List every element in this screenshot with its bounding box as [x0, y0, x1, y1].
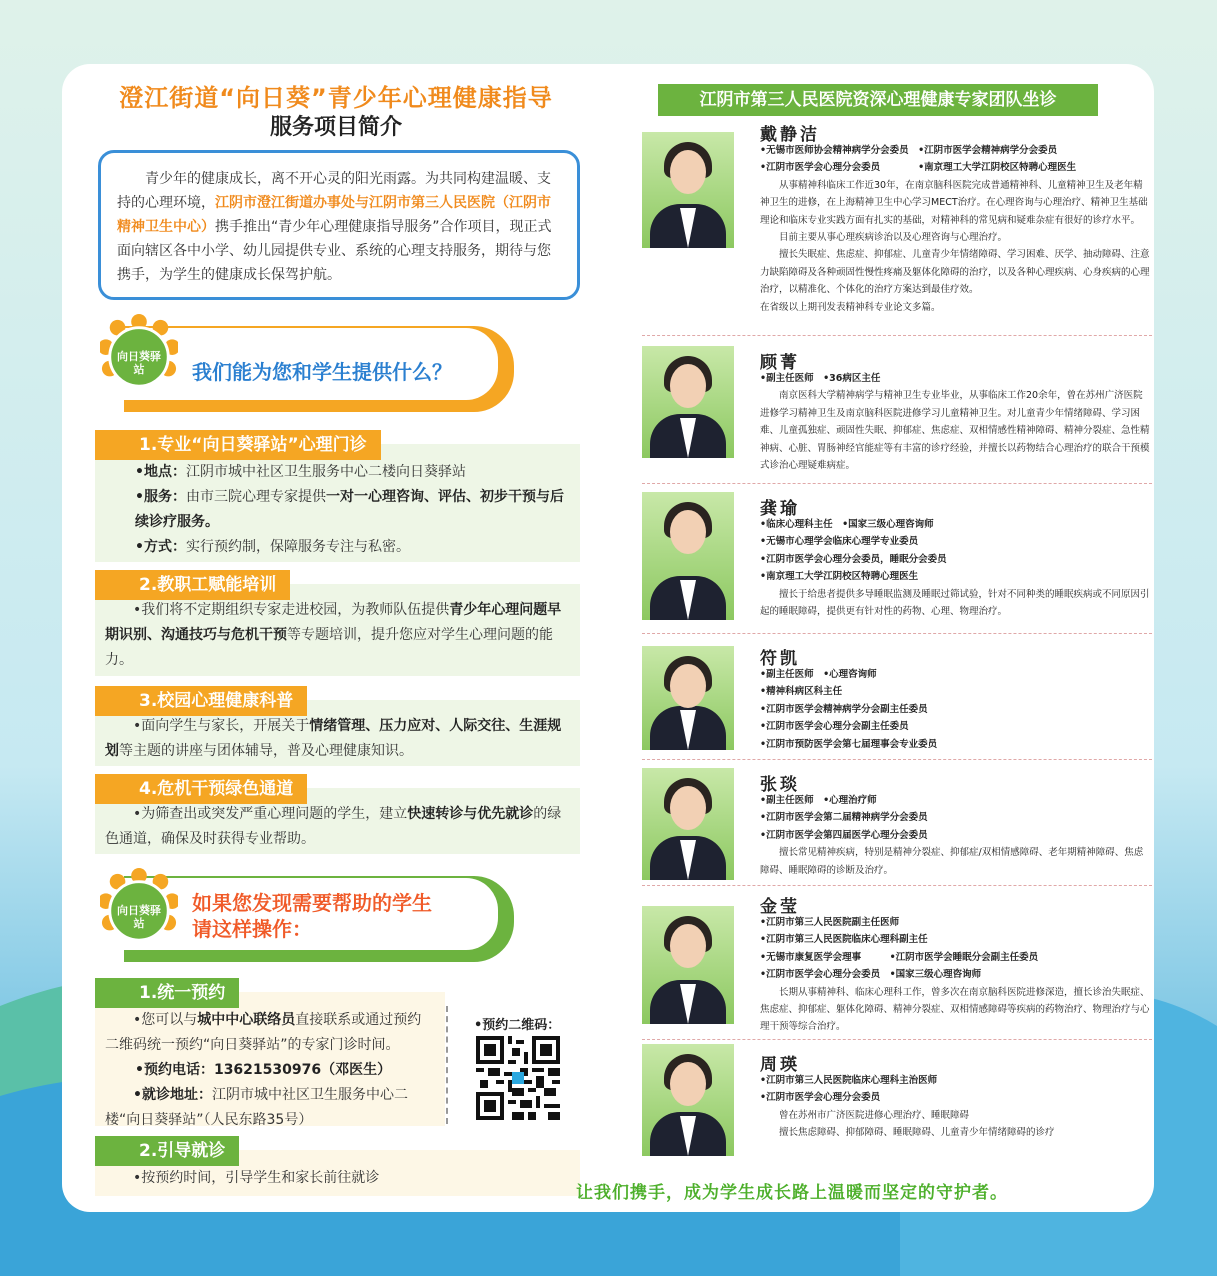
text: •您可以与	[133, 1012, 198, 1028]
intro-text-2: 携手推出“青少年心理健康指导服务”合作项目，现正式面向辖区各中小学、幼儿园提供专业、系统的心理支持服务，期待与您携手，为学生的健康成长保驾护航。	[117, 219, 552, 283]
text: 由市三院心理专家提供	[185, 489, 326, 505]
doctor-photo	[642, 132, 734, 248]
doctor-title: •江阴市医学会第四届医学心理分会委员	[760, 829, 928, 841]
doctor-desc: 擅长失眠症、焦虑症、抑郁症、儿童青少年情绪障碍、学习困难、厌学、抽动障碍、注意力缺陷障碍及各种顽固性慢性疼痛及躯体化障碍的治疗，以及各种心理疾病、心身疾病的心理治疗，以精准化、个体化的治疗方案达到最佳疗效。	[760, 249, 1150, 296]
doctor-card	[642, 764, 1152, 886]
service-title-1: 1.专业“向日葵驿站”心理门诊	[95, 430, 381, 460]
doctor-title: •江阴市医学会心理分会委员，睡眠分会委员	[760, 553, 947, 565]
step-title-1: 1.统一预约	[95, 978, 239, 1008]
divider	[446, 1006, 448, 1124]
doctor-desc: 长期从事精神科、临床心理科工作，曾多次在南京脑科医院进修深造，擅长诊治失眠症、焦虑症、抑郁症、躯体化障碍、精神分裂症、双相情感障碍等疾病的药物治疗、物理治疗与心理干预等综合治疗。	[760, 986, 1150, 1033]
text: •我们将不定期组织专家走进校园，为教师队伍提供	[133, 602, 450, 618]
address: 江阴市城中社区卫生服务中心二楼“向日葵驿站”（人民东路35号）	[105, 1087, 408, 1128]
text: 实行预约制，保障服务专注与私密。	[185, 539, 410, 555]
logo-text: 向日葵驿站	[117, 350, 161, 376]
label: •预约电话：	[135, 1062, 214, 1078]
doctor-info	[760, 142, 1152, 316]
doctor-card	[642, 638, 1152, 760]
doctor-list	[622, 64, 1154, 1212]
service-section-1	[95, 435, 580, 562]
banner2-line2: 请这样操作：	[192, 917, 312, 941]
doctor-photo	[642, 492, 734, 620]
label: •服务：	[135, 489, 186, 505]
intro-text-1: 青少年的健康成长，离不开心灵的阳光雨露。为共同构建温暖、支持的心理环境，	[117, 171, 551, 211]
doctor-info	[760, 792, 1152, 879]
doctor-desc: 南京医科大学精神病学与精神卫生专业毕业，从事临床工作20余年，曾在苏州广济医院进修学习精神卫生及南京脑科医院进修学习儿童精神卫生。对儿童青少年情绪障碍、学习困难、儿童孤独症、顽固性失眠、抑郁症、焦虑症、双相情感性精神障碍、精神分裂症、急性精神病、心脏、胃肠神经官能症等有丰富的诊疗经验，并擅长以药物结合心理治疗的联合干预模式诊治心理疑难病症。	[760, 390, 1150, 472]
doctor-title: •江阴市医学会心理分会委员 •国家三级心理咨询师	[760, 969, 982, 981]
text-bold: 快速转诊与优先就诊	[407, 806, 534, 822]
doctor-desc: 擅长于给患者提供多导睡眠监测及睡眠过筛试验，针对不同种类的睡眠疾病或不同原因引起的睡眠障碍，提供更有针对性的药物、心理、物理治疗。	[760, 588, 1150, 618]
doctor-title: •副主任医师 •心理治疗师	[760, 795, 877, 806]
doctor-title: •江阴市第三人民医院副主任医师	[760, 917, 900, 928]
doctor-name: 符凯	[760, 649, 800, 669]
doctor-title: •江阴市预防医学会第七届理事会专业委员	[760, 738, 938, 750]
doctor-title: •江阴市医学会精神病学分会副主任委员	[760, 703, 928, 715]
logo-text: 向日葵驿站	[117, 904, 161, 930]
doctor-name: 戴静洁	[760, 125, 820, 145]
label: •就诊地址：	[133, 1087, 212, 1103]
text: •按预约时间，引导学生和家长前往就诊	[133, 1170, 380, 1186]
doctor-info	[760, 914, 1152, 1036]
banner-title: 我们能为您和学生提供什么？	[192, 360, 452, 384]
phone-number: 13621530976（邓医生）	[213, 1062, 392, 1078]
text: 直接联系或通过预约二维码统一预约“向日葵驿站”的专家门诊时间。	[105, 1012, 422, 1053]
doctor-desc: 目前主要从事心理疾病诊治以及心理咨询与心理治疗。	[779, 232, 1008, 244]
qr-code-icon[interactable]	[476, 1036, 560, 1120]
step-section-1	[95, 983, 445, 1128]
doctor-name: 顾菁	[760, 353, 800, 373]
intro-box	[98, 150, 580, 300]
text: •为筛查出或突发严重心理问题的学生，建立	[133, 806, 408, 822]
doctor-card	[642, 340, 1152, 484]
text-bold: 城中中心联络员	[197, 1012, 296, 1028]
banner2-line1: 如果您发现需要帮助的学生	[192, 891, 432, 915]
doctor-title: •无锡市医师协会精神病学分会委员 •江阴市医学会精神病学分会委员	[760, 145, 1058, 156]
doctor-name: 周瑛	[760, 1055, 800, 1075]
doctor-photo	[642, 768, 734, 880]
doctor-card	[642, 116, 1152, 336]
doctor-card	[642, 1044, 1152, 1156]
doctor-card	[642, 488, 1152, 634]
service-section-4	[95, 779, 580, 854]
doctor-info	[760, 370, 1152, 474]
doctor-card	[642, 890, 1152, 1040]
doctor-desc: 在省级以上期刊发表精神科专业论文多篇。	[760, 301, 941, 313]
banner2-text	[192, 890, 432, 942]
doctor-desc: 擅长焦虑障碍、抑郁障碍、睡眠障碍、儿童青少年情绪障碍的诊疗	[779, 1127, 1055, 1139]
banner-what-we-offer	[124, 326, 514, 412]
text: 的绿色通道，确保及时获得专业帮助。	[105, 806, 562, 847]
text: 江阴市城中社区卫生服务中心二楼向日葵驿站	[185, 464, 466, 480]
doctor-title: •无锡市康复医学会理事 •江阴市医学会睡眠分会副主任委员	[760, 951, 1039, 963]
doctor-name: 龚瑜	[760, 499, 800, 519]
doctor-desc: 擅长常见精神疾病，特别是精神分裂症、抑郁症/双相情感障碍、老年期精神障碍、焦虑障碍、睡眠障碍的诊断及治疗。	[760, 847, 1144, 876]
service-section-2	[95, 575, 580, 676]
service-title-3: 3.校园心理健康科普	[95, 686, 307, 716]
text: 等专题培训，提升您应对学生心理问题的能力。	[105, 627, 553, 668]
doctor-title: •南京理工大学江阴校区特聘心理医生	[760, 571, 919, 583]
intro-highlight: 江阴市澄江街道办事处与江阴市第三人民医院（江阴市精神卫生中心）	[117, 195, 551, 235]
service-title-4: 4.危机干预绿色通道	[95, 774, 307, 804]
service-section-3	[95, 691, 580, 766]
doctor-title: •江阴市医学会心理分会委员	[760, 1092, 881, 1104]
doctor-info	[760, 516, 1152, 620]
doctor-title: •临床心理科主任 •国家三级心理咨询师	[760, 519, 934, 530]
doctor-title: •江阴市医学会心理分会副主任委员	[760, 721, 909, 733]
doctor-photo	[642, 646, 734, 750]
doctor-desc: 从事精神科临床工作近30年，在南京脑科医院完成普通精神科、儿童精神卫生及老年精神卫生的进修，在上海精神卫生中心学习MECT治疗。在心理咨询与心理治疗、精神卫生基础理论和临床专业实践方面有扎实的基础，对精神科的常见病和疑难杂症有很好的诊疗水平。	[760, 179, 1148, 226]
label: •方式：	[135, 539, 186, 555]
doctor-title: •江阴市医学会第二届精神病学分会委员	[760, 812, 928, 824]
label: •地点：	[135, 464, 186, 480]
doctor-name: 金莹	[760, 897, 800, 917]
doctor-desc: 曾在苏州市广济医院进修心理治疗、睡眠障碍	[779, 1109, 970, 1121]
doctor-title: •副主任医师 •心理咨询师	[760, 669, 877, 680]
doctor-title: •精神科病区科主任	[760, 686, 843, 698]
service-title-2: 2.教职工赋能培训	[95, 570, 290, 600]
doctor-photo	[642, 906, 734, 1024]
doctor-name: 张琰	[760, 775, 800, 795]
page-title: 澄江街道“向日葵”青少年心理健康指导	[119, 84, 553, 112]
text-bold: 青少年心理问题早期识别、沟通技巧与危机干预	[105, 602, 562, 643]
doctor-photo	[642, 346, 734, 458]
left-panel	[62, 64, 610, 1212]
team-title: 江阴市第三人民医院资深心理健康专家团队坐诊	[658, 84, 1098, 116]
page-subtitle: 服务项目简介	[269, 115, 402, 140]
doctor-photo	[642, 1044, 734, 1156]
doctor-title: •江阴市医学会心理分会委员 •南京理工大学江阴校区特聘心理医生	[760, 162, 1077, 174]
qr-label: •预约二维码：	[474, 1018, 561, 1033]
doctor-title: •无锡市心理学会临床心理学专业委员	[760, 536, 919, 548]
banner-how-to	[124, 876, 514, 962]
slogan: 让我们携手，成为学生成长路上温暖而坚定的守护者。	[576, 1183, 1008, 1203]
doctor-info	[760, 666, 1152, 753]
text-bold: 情绪管理、压力应对、人际交往、生涯规划	[105, 718, 562, 759]
step-title-2: 2.引导就诊	[95, 1136, 239, 1166]
text-bold: 一对一心理咨询、评估、初步干预与后续诊疗服务。	[135, 489, 564, 530]
text: 等主题的讲座与团体辅导，普及心理健康知识。	[119, 743, 413, 759]
doctor-title: •副主任医师 •36病区主任	[760, 373, 881, 384]
doctor-title: •江阴市第三人民医院临床心理科副主任	[760, 934, 928, 946]
step-section-2	[95, 1141, 580, 1196]
doctor-title: •江阴市第三人民医院临床心理科主治医师	[760, 1075, 938, 1086]
text: •面向学生与家长，开展关于	[133, 718, 310, 734]
doctor-info	[760, 1072, 1152, 1142]
